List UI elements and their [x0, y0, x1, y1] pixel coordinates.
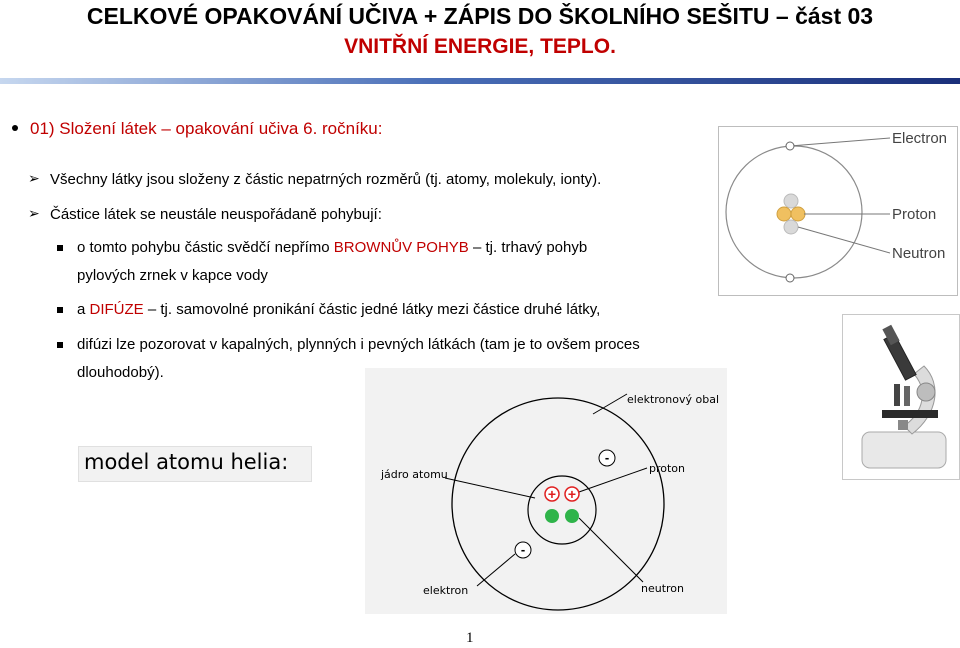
sub-point-diffusion: [77, 301, 600, 318]
square-bullet-icon: [57, 342, 63, 348]
sub-point-text: o tomto pohybu částic svědčí nepřímo: [77, 239, 334, 256]
nucleus-label: jádro atomu: [381, 468, 448, 481]
neutron-circle: [565, 509, 579, 523]
square-bullet-icon: [57, 245, 63, 251]
neutron-ball: [784, 194, 798, 208]
microscope-objective: [904, 386, 910, 406]
proton-plus-sign: +: [547, 486, 557, 502]
neutron-ball: [784, 220, 798, 234]
helium-model-label: model atomu helia:: [84, 450, 289, 474]
microscope-stage: [882, 410, 938, 418]
arrow-bullet-icon: ➢: [28, 170, 40, 186]
term-brownian-motion: BROWNŮV POHYB: [333, 239, 469, 256]
point-2: Částice látek se neustále neuspořádaně pohybují:: [50, 206, 382, 223]
square-bullet-icon: [57, 307, 63, 313]
focus-knob: [917, 383, 935, 401]
title-divider: [0, 78, 960, 84]
section-heading: 01) Složení látek – opakování učiva 6. ročníku:: [30, 119, 383, 138]
proton-label: proton: [649, 462, 686, 475]
term-diffusion: DIFÚZE: [89, 301, 144, 318]
helium-atom-diagram: [365, 368, 727, 614]
microscope-light: [898, 420, 908, 430]
sub-point-text: – tj. trhavý pohyb: [468, 239, 588, 256]
neutron-label: neutron: [641, 582, 685, 595]
page-subtitle: VNITŘNÍ ENERGIE, TEPLO.: [344, 35, 616, 58]
electron-dot: [786, 142, 794, 150]
electron-label: elektron: [423, 584, 469, 597]
electron-label: Electron: [892, 130, 948, 147]
proton-label: Proton: [892, 206, 937, 223]
atom-diagram: [718, 126, 958, 296]
page-title: CELKOVÉ OPAKOVÁNÍ UČIVA + ZÁPIS DO ŠKOLNÍHO SEŠITU – část 03: [86, 3, 874, 29]
electron-dot: [786, 274, 794, 282]
sub-point-text: – tj. samovolné pronikání částic jedné látky mezi částice druhé látky,: [143, 301, 601, 318]
sub-point-text: a: [77, 301, 90, 318]
sub-point-brown: [77, 239, 587, 256]
microscope-base: [862, 432, 946, 468]
sub-point-brown-cont: pylových zrnek v kapce vody: [77, 267, 268, 284]
proton-plus-sign: +: [567, 486, 577, 502]
proton-ball: [777, 207, 791, 221]
arrow-bullet-icon: ➢: [28, 205, 40, 221]
sub-point-diffusion-observe-cont: dlouhodobý).: [77, 364, 164, 381]
neutron-circle: [545, 509, 559, 523]
electron-minus-sign: -: [604, 450, 610, 465]
point-1: Všechny látky jsou složeny z částic nepatrných rozměrů (tj. atomy, molekuly, ionty).: [50, 171, 602, 188]
neutron-label: Neutron: [892, 245, 946, 262]
electron-minus-sign: -: [520, 542, 526, 557]
heading-bullet: [12, 125, 18, 131]
shell-label: elektronový obal: [627, 393, 720, 406]
sub-point-diffusion-observe: difúzi lze pozorovat v kapalných, plynných i pevných látkách (tam je to ovšem proces: [77, 336, 640, 353]
microscope-objective: [894, 384, 900, 406]
microscope-image: [842, 314, 960, 480]
page-number: 1: [466, 630, 474, 646]
proton-ball: [791, 207, 805, 221]
